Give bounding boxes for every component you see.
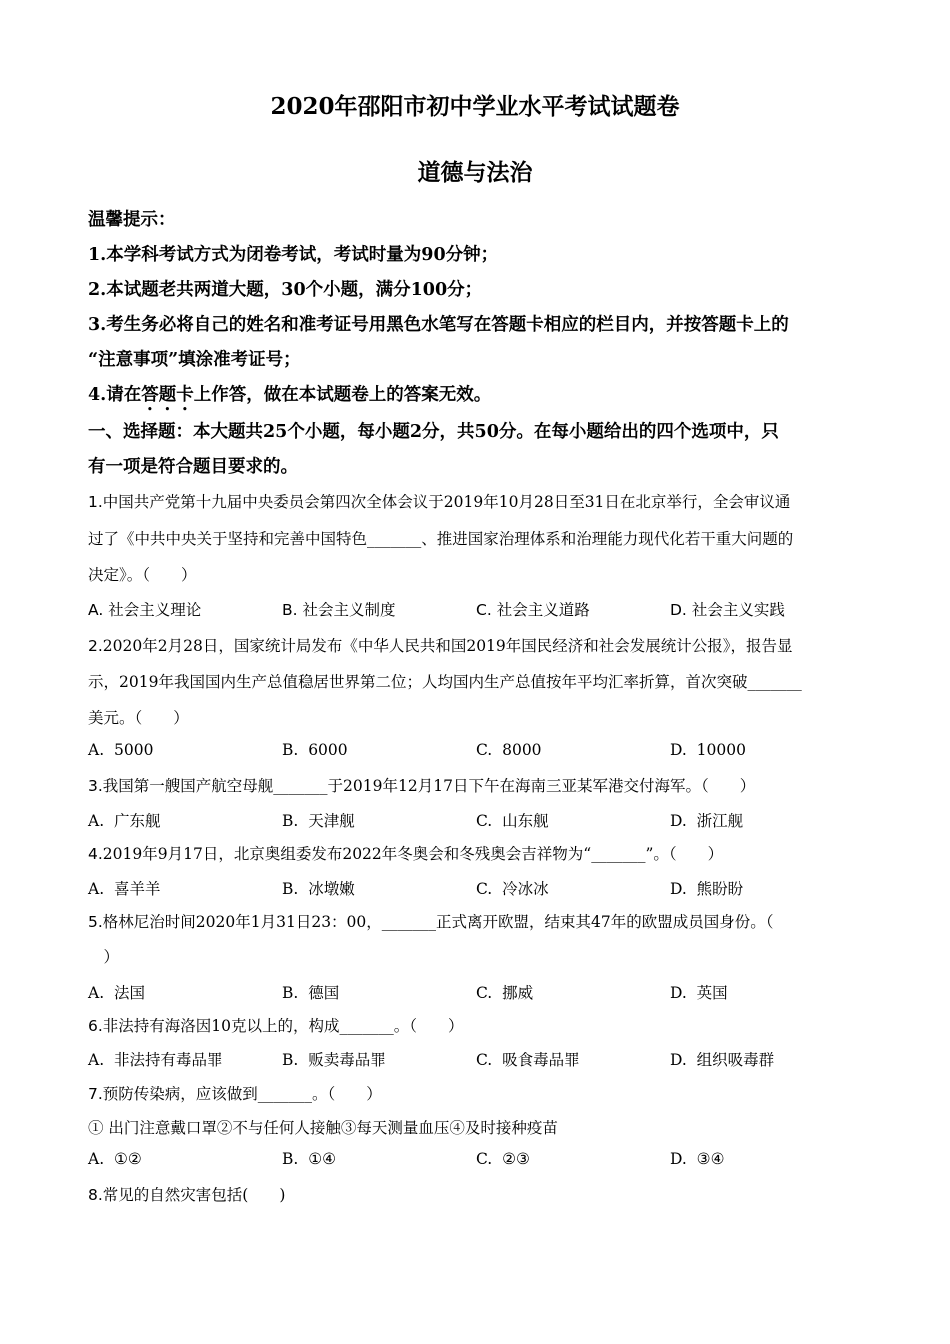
section-heading-cont: 有一项是符合题目要求的。	[88, 457, 298, 477]
option-a	[88, 1048, 223, 1070]
option-letter: A.	[88, 741, 105, 759]
option-b	[282, 877, 355, 899]
tip-item-4-prefix: 4.请在	[88, 385, 142, 405]
option-letter: B.	[282, 601, 298, 619]
option-text: 英国	[696, 984, 728, 1002]
option-a	[88, 981, 145, 1003]
option-c	[476, 1048, 580, 1070]
tip-item-4-emphasis: 答题卡	[141, 385, 194, 405]
options-row	[88, 1150, 868, 1172]
option-letter: B.	[282, 1051, 299, 1069]
option-text: 10000	[696, 741, 746, 759]
tip-item-4-suffix: 上作答，做在本试题卷上的答案无效。	[193, 385, 492, 405]
question-number: 3.	[88, 777, 103, 795]
option-c	[476, 741, 542, 759]
option-letter: A.	[88, 984, 105, 1002]
tip-item: 3.考生务必将自己的姓名和准考证号用黑色水笔写在答题卡相应的栏目内，并按答题卡上的	[88, 315, 789, 335]
tips-heading: 温馨提示：	[88, 210, 176, 230]
option-letter: D.	[670, 984, 687, 1002]
option-c	[476, 981, 533, 1003]
option-letter: C.	[476, 1150, 493, 1168]
question-number: 1.	[88, 493, 103, 511]
question-1	[88, 490, 858, 512]
question-text: 过了《中共中央关于坚持和完善中国特色_______、推进国家治理体系和治理能力现代化若干重大问题的	[88, 530, 794, 548]
question-text: 格林尼治时间2020年1月31日23：00，_______正式离开欧盟，结束其47年的欧盟成员国身份。（	[102, 913, 774, 931]
option-letter: B.	[282, 812, 299, 830]
option-text: 冷冰冰	[502, 880, 549, 898]
options-row	[88, 1048, 868, 1070]
option-text: 社会主义道路	[496, 601, 590, 619]
options-row	[88, 809, 868, 831]
option-text: 熊盼盼	[696, 880, 744, 898]
question-8	[88, 1183, 858, 1205]
option-letter: A.	[88, 1051, 105, 1069]
option-d	[670, 598, 785, 620]
option-b	[282, 598, 396, 620]
option-b	[282, 809, 355, 831]
question-3	[88, 774, 858, 796]
option-text: 社会主义实践	[691, 601, 785, 619]
option-text: ②③	[502, 1150, 530, 1168]
option-text: 组织吸毒群	[696, 1051, 775, 1069]
option-a	[88, 877, 161, 899]
option-letter: C.	[476, 984, 493, 1002]
option-letter: D.	[670, 1051, 687, 1069]
option-letter: C.	[476, 880, 493, 898]
option-a	[88, 598, 201, 620]
question-number: 8.	[88, 1186, 103, 1204]
option-letter: B.	[282, 880, 299, 898]
option-text: 吸食毒品罪	[502, 1051, 580, 1069]
question-text: 我国第一艘国产航空母舰_______于2019年12月17日下午在海南三亚某军港交付海军。（ ）	[102, 777, 756, 795]
option-b	[282, 741, 348, 759]
option-text: 非法持有毒品罪	[113, 1051, 223, 1069]
question-number: 5.	[88, 913, 103, 931]
question-text: 中国共产党第十九届中央委员会第四次全体会议于2019年10月28日至31日在北京举行，全会审议通	[102, 493, 791, 511]
option-text: 广东舰	[113, 812, 161, 830]
option-c	[476, 1150, 530, 1168]
option-a	[88, 809, 161, 831]
tip-item: “注意事项”填涂准考证号；	[88, 350, 301, 370]
option-d	[670, 1150, 724, 1168]
option-letter: C.	[476, 812, 493, 830]
question-number: 4.	[88, 845, 103, 863]
question-text: 非法持有海洛因10克以上的，构成_______。（ ）	[102, 1017, 464, 1035]
tip-item: 1.本学科考试方式为闭卷考试，考试时量为90分钟；	[88, 245, 499, 265]
question-2	[88, 634, 858, 656]
exam-title: 2020年邵阳市初中学业水平考试试题卷	[270, 93, 680, 120]
question-text: 2020年2月28日，国家统计局发布《中华人民共和国2019年国民经济和社会发展统计公报》，报告显	[102, 637, 793, 655]
tip-item-4	[88, 381, 858, 415]
option-b	[282, 981, 339, 1003]
option-letter: C.	[476, 601, 492, 619]
option-text: 社会主义制度	[302, 601, 396, 619]
option-letter: B.	[282, 741, 299, 759]
option-letter: A.	[88, 601, 104, 619]
option-text: 冰墩嫩	[308, 880, 355, 898]
option-d	[670, 877, 743, 899]
option-text: 社会主义理论	[108, 601, 202, 619]
option-text: 法国	[113, 984, 145, 1002]
option-d	[670, 741, 746, 759]
option-text: 8000	[502, 741, 542, 759]
option-letter: D.	[670, 1150, 687, 1168]
option-letter: D.	[670, 601, 687, 619]
option-text: 6000	[308, 741, 348, 759]
option-letter: D.	[670, 880, 687, 898]
option-d	[670, 981, 728, 1003]
question-text: 常见的自然灾害包括( )	[102, 1186, 286, 1204]
option-b	[282, 1150, 336, 1168]
question-number: 2.	[88, 637, 103, 655]
option-text: 天津舰	[308, 812, 355, 830]
option-letter: B.	[282, 984, 299, 1002]
option-letter: D.	[670, 812, 687, 830]
option-d	[670, 809, 743, 831]
options-row	[88, 741, 868, 763]
tip-item: 2.本试题老共两道大题，30个小题，满分100分；	[88, 280, 483, 300]
option-letter: A.	[88, 1150, 105, 1168]
option-letter: C.	[476, 741, 493, 759]
option-c	[476, 809, 549, 831]
option-text: ①②	[113, 1150, 142, 1168]
option-letter: D.	[670, 741, 687, 759]
option-text: ③④	[696, 1150, 725, 1168]
option-text: 5000	[113, 741, 154, 759]
option-letter: B.	[282, 1150, 299, 1168]
option-a	[88, 741, 153, 759]
options-row	[88, 981, 868, 1003]
question-text: 2019年9月17日，北京奥组委发布2022年冬奥会和冬残奥会吉祥物为“_______”。（ ）	[102, 845, 724, 863]
question-5	[88, 910, 858, 932]
option-text: ①④	[308, 1150, 336, 1168]
option-text: 喜羊羊	[113, 880, 161, 898]
options-row	[88, 877, 868, 899]
option-b	[282, 1048, 386, 1070]
option-c	[476, 598, 590, 620]
option-text: 挪威	[502, 984, 534, 1002]
question-4	[88, 842, 858, 864]
option-letter: C.	[476, 1051, 493, 1069]
question-number: 6.	[88, 1017, 103, 1035]
option-letter: A.	[88, 880, 105, 898]
options-row	[88, 598, 868, 620]
question-statements: ① 出门注意戴口罩②不与任何人接触③每天测量血压④及时接种疫苗	[88, 1119, 558, 1137]
option-letter: A.	[88, 812, 105, 830]
question-number: 7.	[88, 1085, 103, 1103]
question-text: 示，2019年我国国内生产总值稳居世界第二位；人均国内生产总值按年平均汇率折算，首次突破_______	[88, 673, 802, 691]
question-text: 预防传染病，应该做到_______。（ ）	[102, 1085, 382, 1103]
question-text: 决定》。（ ）	[88, 566, 197, 584]
option-text: 德国	[308, 984, 340, 1002]
option-a	[88, 1150, 142, 1168]
option-text: 山东舰	[502, 812, 549, 830]
section-heading: 一、选择题：本大题共25个小题，每小题2分，共50分。在每小题给出的四个选项中，只	[88, 422, 779, 442]
exam-subject: 道德与法治	[417, 159, 533, 186]
question-7	[88, 1082, 858, 1104]
option-text: 浙江舰	[696, 812, 744, 830]
question-6	[88, 1014, 858, 1036]
question-text: 美元。（ ）	[88, 709, 189, 727]
option-text: 贩卖毒品罪	[308, 1051, 386, 1069]
option-c	[476, 877, 549, 899]
question-text: ）	[88, 948, 120, 966]
option-d	[670, 1048, 774, 1070]
